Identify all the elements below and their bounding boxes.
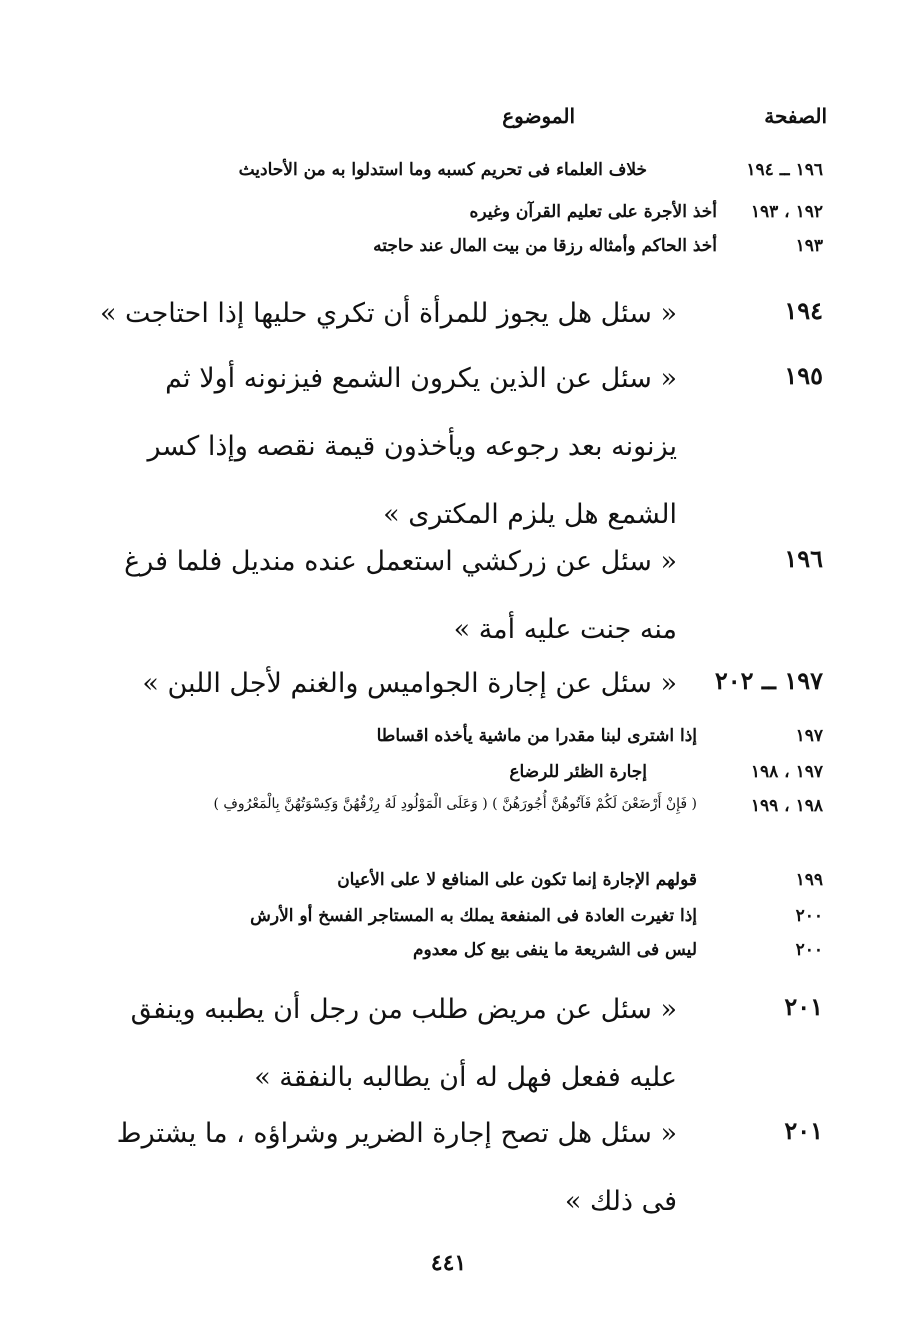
page-number: ٤٤١ [430, 1250, 467, 1276]
entry-page-ref: ٢٠١ [784, 992, 823, 1021]
entry-page-ref: ١٩٤ [784, 296, 823, 325]
entry-subject: « سئل عن زركشي استعمل عنده منديل فلما فرغ منه جنت عليه أمة » [124, 546, 677, 645]
entry-page-ref: ١٩٧ ، ١٩٨ [750, 762, 823, 782]
entry-subject: « سئل عن مريض طلب من رجل أن يطببه وينفق عليه ففعل فهل له أن يطالبه بالنفقة » [130, 994, 677, 1093]
entry-page-ref: ٢٠١ [784, 1116, 823, 1145]
entry-page-ref: ٢٠٠ [795, 940, 823, 960]
entry-subject: قولهم الإجارة إنما تكون على المنافع لا على الأعيان [337, 870, 697, 890]
entry-page-ref: ١٩٦ [784, 544, 823, 573]
entry-subject: ليس فى الشريعة ما ينفى بيع كل معدوم [413, 940, 697, 960]
entry-page-ref: ١٩٧ ــ ٢٠٢ [714, 666, 823, 695]
entry-page-ref: ١٩٧ [795, 726, 823, 746]
quran-verse: ( فَإِنْ أَرْضَعْنَ لَكُمْ فَآتُوهُنَّ أُجُورَهُنَّ ) ( وَعَلَى الْمَوْلُودِ لَهُ رِزْقُهُنَّ وَكِسْوَتُهُنَّ بِالْمَعْرُوفِ ) [213, 796, 697, 812]
entry-page-ref: ١٩٥ [784, 361, 823, 390]
entry-subject: أخذ الأجرة على تعليم القرآن وغيره [469, 202, 717, 222]
entry-page-ref: ١٩٨ ، ١٩٩ [750, 796, 823, 816]
entry-subject: « سئل هل تصح إجارة الضرير وشراؤه ، ما يشترط فى ذلك » [116, 1118, 677, 1217]
entry-page-ref: ١٩٣ [795, 236, 823, 256]
entry-page-ref: ٢٠٠ [795, 906, 823, 926]
entry-page-ref: ١٩٦ ــ ١٩٤ [746, 160, 823, 180]
entry-subject: خلاف العلماء فى تحريم كسبه وما استدلوا به من الأحاديث [238, 160, 647, 180]
entry-page-ref: ١٩٩ [795, 870, 823, 890]
entry-subject: « سئل هل يجوز للمرأة أن تكري حليها إذا احتاجت » [99, 298, 677, 329]
entry-subject: إذا تغيرت العادة فى المنفعة يملك به المستاجر الفسخ أو الأرش [250, 906, 697, 926]
entry-subject: « سئل عن الذين يكرون الشمع فيزنونه أولا ثم يزنونه بعد رجوعه ويأخذون قيمة نقصه وإذا كسر الشمع هل يلزم المكترى » [147, 363, 677, 530]
entry-subject: إذا اشترى لبنا مقدرا من ماشية يأخذه اقساطا [376, 726, 697, 746]
column-header-page: الصفحة [764, 104, 827, 128]
column-header-subject: الموضوع [502, 104, 575, 128]
entry-subject: « سئل عن إجارة الجواميس والغنم لأجل اللبن » [142, 668, 677, 699]
entry-subject: أخذ الحاكم وأمثاله رزقا من بيت المال عند حاجته [373, 236, 717, 256]
entry-page-ref: ١٩٢ ، ١٩٣ [750, 202, 823, 222]
entry-subject: إجارة الظئر للرضاع [509, 762, 647, 782]
